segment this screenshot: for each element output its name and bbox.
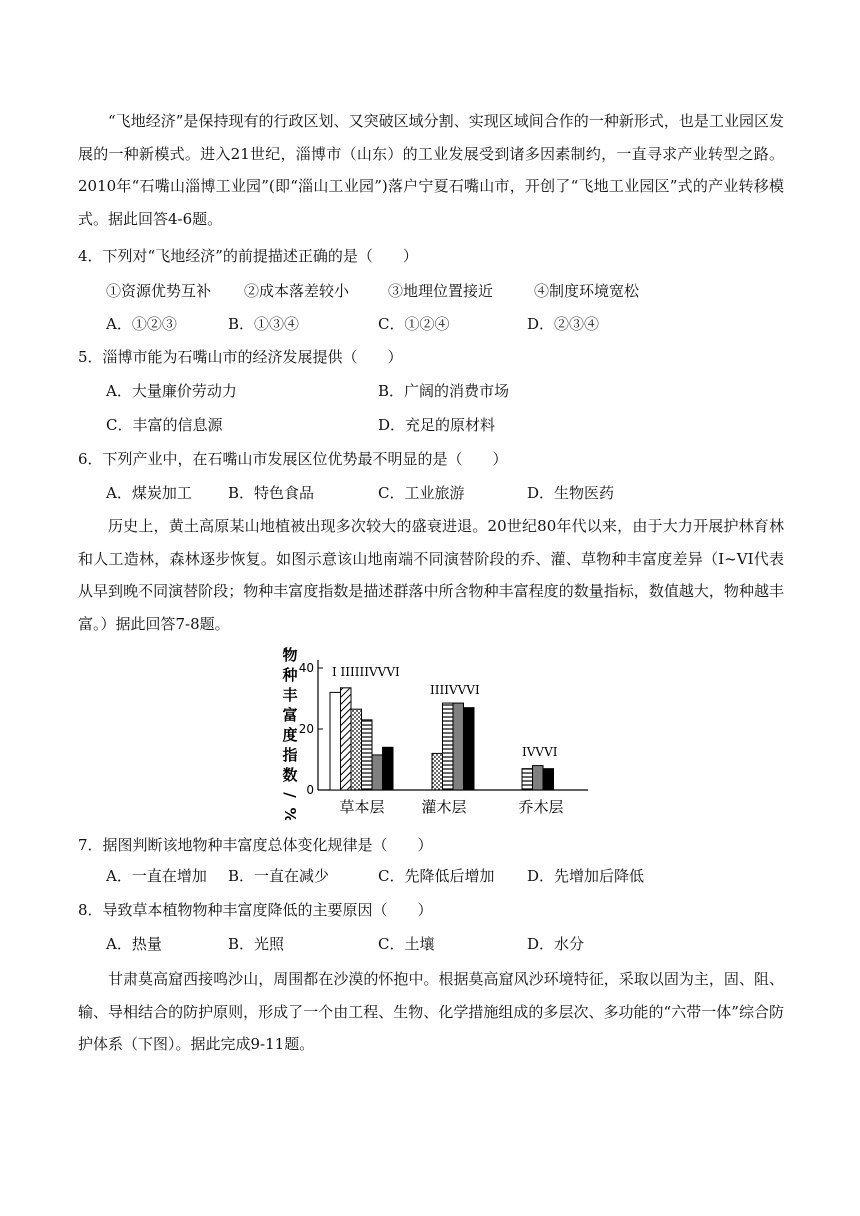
- y-axis-label: [281, 646, 299, 820]
- bar-black: [543, 769, 554, 790]
- stage-label: IIIIVVVI: [430, 683, 480, 697]
- q6-option-b: B．特色食品: [228, 484, 315, 502]
- bar-horizontal: [443, 703, 454, 790]
- q8-option-c: C．土壤: [378, 935, 435, 953]
- y-axis-label-char: 数: [282, 766, 298, 784]
- bar-black: [464, 708, 475, 790]
- category-label: 灌木层: [421, 798, 467, 816]
- q7-option-d: D．先增加后降低: [527, 867, 645, 885]
- bar-blank: [330, 692, 341, 790]
- y-axis-label-char: /: [281, 792, 299, 798]
- passage-mogao-caves: 甘肃莫高窟西接鸣沙山，周围都在沙漠的怀抱中。根据莫高窟风沙环境特征，采取以固为主，固、阻、输、导相结合的防护原则，形成了一个由工程、生物、化学措施组成的多层次、多功能的“六带一体”综合防护体系（下图）。据此完成9-11题。: [78, 970, 784, 1053]
- q6-option-c: C．工业旅游: [378, 484, 465, 502]
- bar-horizontal: [522, 769, 533, 790]
- q6-option-a: A．煤炭加工: [106, 484, 192, 502]
- chart-svg: [270, 640, 600, 820]
- y-axis-label-char: 富: [282, 706, 298, 724]
- q4-option-b: B．①③④: [228, 315, 300, 333]
- question-8-stem: 8．导致草本植物物种丰富度降低的主要原因（ ）: [78, 901, 433, 919]
- y-axis-label-char: %: [281, 807, 299, 820]
- passage-loess-plateau: 历史上，黄土高原某山地植被出现多次较大的盛衰进退。20世纪80年代以来，由于大力开展护林育林和人工造林，森林逐步恢复。如图示意该山地南端不同演替阶段的乔、灌、草物种丰富度差异（I~VI代表从早到晚不同演替阶段；物种丰富度指数是描述群落中所含物种丰富程度的数量指标，数值越大，物种越丰富。）据此回答7-8题。: [78, 517, 784, 633]
- bar-gray: [533, 766, 544, 790]
- y-axis-ticks: [299, 661, 323, 797]
- q5-option-c: C．丰富的信息源: [106, 416, 223, 434]
- y-axis-label-char: 种: [282, 666, 298, 684]
- bar-horizontal: [362, 720, 373, 790]
- q4-item-2: ②成本落差较小: [244, 282, 350, 300]
- passage-flying-economy: “飞地经济”是保持现有的行政区划、又突破区域分割、实现区域间合作的一种新形式，也是工业园区发展的一种新模式。进入21世纪，淄博市（山东）的工业发展受到诸多因素制约，一直寻求产业转型之路。2010年“石嘴山淄博工业园”(即“淄山工业园”)落户宁夏石嘴山市，开创了“飞地工业园区”式的产业转移模式。据此回答4-6题。: [78, 112, 784, 228]
- y-tick-label: 40: [298, 661, 314, 675]
- q4-option-c: C．①②④: [378, 315, 450, 333]
- q4-item-3: ③地理位置接近: [388, 282, 494, 300]
- stage-label: I IIIIIIVVVI: [332, 665, 400, 679]
- bar-gray: [453, 703, 464, 790]
- q7-option-a: A．一直在增加: [106, 867, 207, 885]
- bar-dotted: [351, 709, 362, 790]
- q5-option-d: D．充足的原材料: [378, 416, 496, 434]
- stage-label: IVVVI: [522, 745, 558, 759]
- y-tick-label: 20: [298, 722, 314, 736]
- category-label: 乔木层: [518, 798, 564, 816]
- q4-item-1: ①资源优势互补: [106, 282, 212, 300]
- y-axis-label-char: 度: [282, 726, 298, 744]
- q8-option-a: A．热量: [106, 935, 162, 953]
- y-axis-label-char: 指: [282, 746, 298, 764]
- y-axis-label-char: 物: [282, 646, 298, 664]
- y-axis-label-char: 丰: [282, 686, 298, 704]
- category-label: 草本层: [339, 798, 385, 816]
- species-richness-chart: [270, 640, 600, 820]
- y-tick-label: 0: [306, 783, 314, 797]
- category-labels: [339, 798, 563, 816]
- q5-option-b: B．广阔的消费市场: [378, 382, 510, 400]
- q8-option-d: D．水分: [527, 935, 585, 953]
- q8-option-b: B．光照: [228, 935, 285, 953]
- bar-gray: [372, 755, 383, 790]
- q4-option-d: D．②③④: [527, 315, 600, 333]
- bar-dotted: [432, 753, 443, 790]
- bar-black: [383, 747, 394, 790]
- q4-item-4: ④制度环境宽松: [534, 282, 640, 300]
- question-5-stem: 5．淄博市能为石嘴山市的经济发展提供（ ）: [78, 348, 403, 366]
- q7-option-c: C．先降低后增加: [378, 867, 495, 885]
- chart-bars: [330, 688, 554, 790]
- question-7-stem: 7．据图判断该地物种丰富度总体变化规律是（ ）: [78, 836, 433, 854]
- q7-option-b: B．一直在减少: [228, 867, 330, 885]
- q4-option-a: A．①②③: [106, 315, 177, 333]
- question-6-stem: 6．下列产业中，在石嘴山市发展区位优势最不明显的是（ ）: [78, 450, 508, 468]
- q5-option-a: A．大量廉价劳动力: [106, 382, 237, 400]
- question-4-stem: 4．下列对“飞地经济”的前提描述正确的是（ ）: [78, 247, 418, 265]
- bar-diagonal: [341, 688, 352, 790]
- q6-option-d: D．生物医药: [527, 484, 615, 502]
